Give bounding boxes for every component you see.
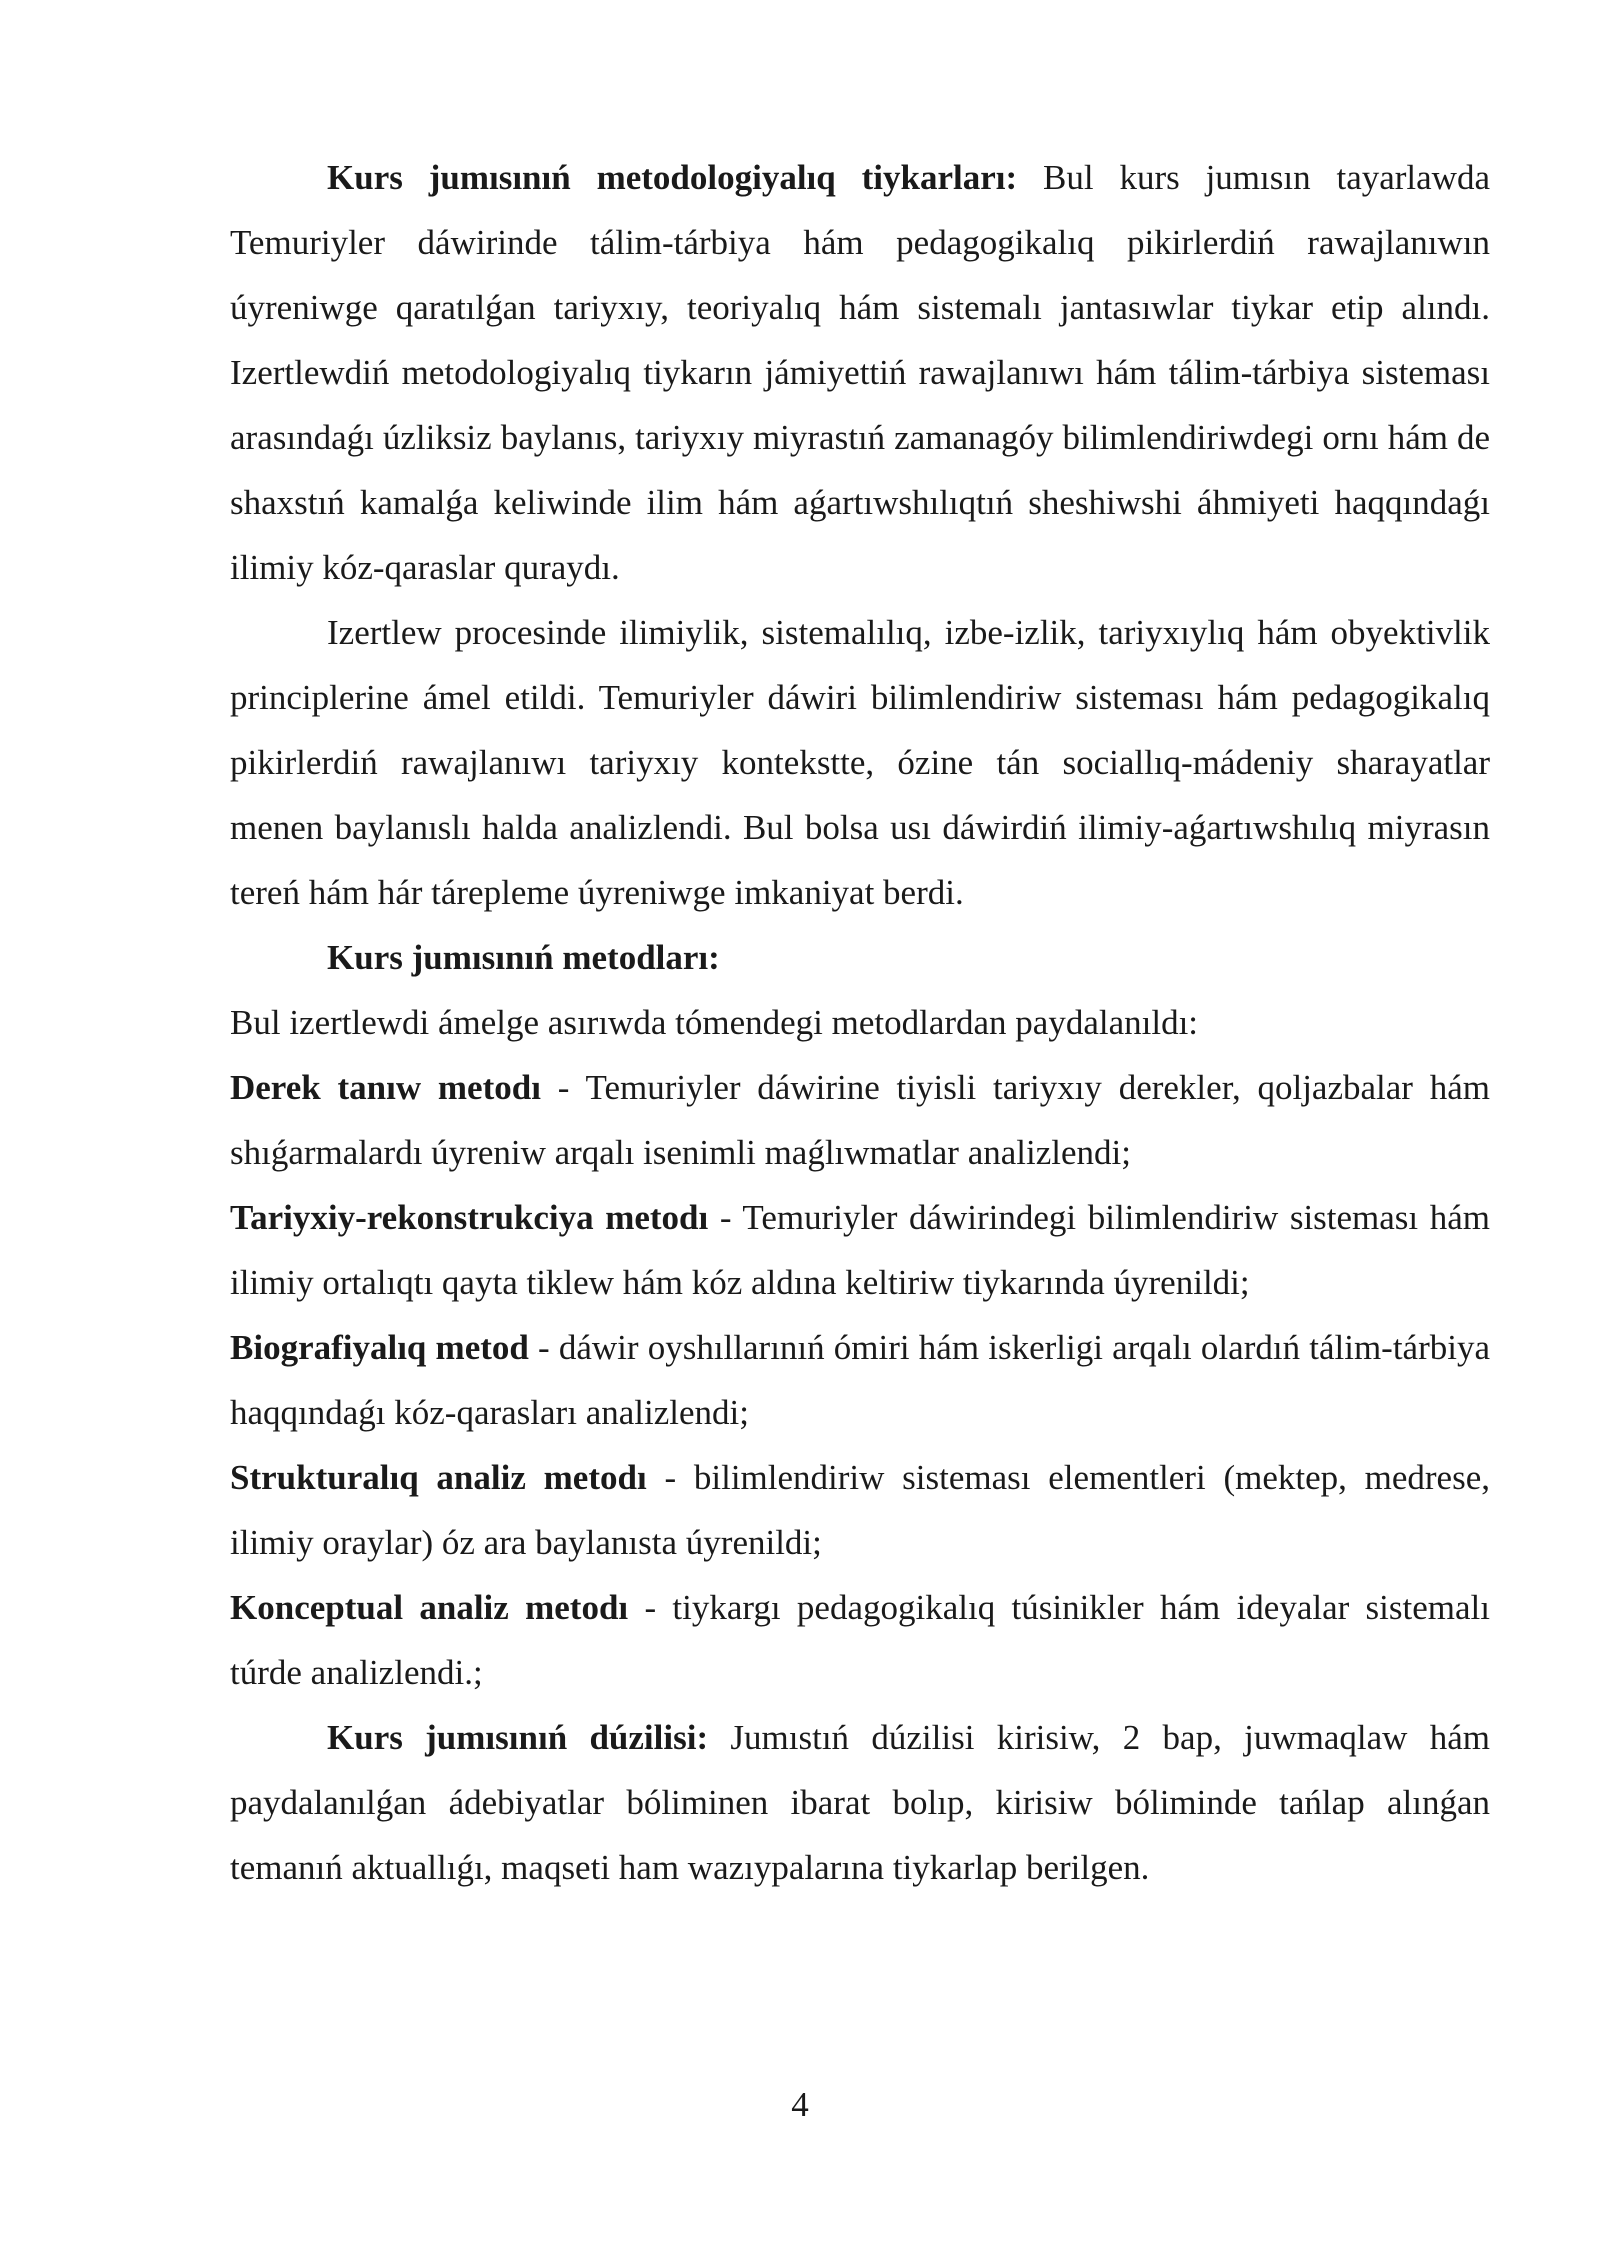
method-name: Derek tanıw metodı bbox=[230, 1068, 541, 1107]
method-name: Biografiyalıq metod bbox=[230, 1328, 529, 1367]
method-item bbox=[230, 1055, 1490, 1185]
method-name: Strukturalıq analiz metodı bbox=[230, 1458, 647, 1497]
method-description: - dáwir oyshıllarınıń ómiri hám iskerligi arqalı olardıń tálim-tárbiya haqqındaǵı kóz-qarasları analizlendi; bbox=[230, 1328, 1490, 1432]
page-content bbox=[230, 145, 1490, 1900]
method-item bbox=[230, 1315, 1490, 1445]
method-item bbox=[230, 1575, 1490, 1705]
heading-structure: Kurs jumısınıń dúzilisi: bbox=[327, 1718, 709, 1757]
method-description: - Temuriyler dáwirindegi bilimlendiriw sisteması hám ilimiy ortalıqtı qayta tiklew hám kóz aldına keltiriw tiykarında úyrenildi; bbox=[230, 1198, 1490, 1302]
paragraph-methods-intro bbox=[230, 990, 1490, 1055]
method-description: - bilimlendiriw sisteması elementleri (mektep, medrese, ilimiy oraylar) óz ara baylanısta úyrenildi; bbox=[230, 1458, 1491, 1562]
method-description: - tiykargı pedagogikalıq túsinikler hám ideyalar sistemalı túrde analizlendi.; bbox=[230, 1588, 1490, 1692]
page-number: 4 bbox=[791, 2085, 809, 2124]
paragraph-text: Bul izertlewdi ámelge asırıwda tómendegi metodlardan paydalanıldı: bbox=[230, 1003, 1199, 1042]
method-item bbox=[230, 1445, 1490, 1575]
paragraph-principles bbox=[230, 600, 1490, 925]
method-name: Konceptual analiz metodı bbox=[230, 1588, 629, 1627]
paragraph-text: Jumıstıń dúzilisi kirisiw, 2 bap, juwmaqlaw hám paydalanılǵan ádebiyatlar bóliminen ibarat bolıp, kirisiw bóliminde tańlap alınǵan temanıń aktuallıǵı, maqseti ham wazıypalarına tiykarlap berilgen. bbox=[230, 1718, 1491, 1887]
heading-methods: Kurs jumısınıń metodları: bbox=[327, 938, 720, 977]
method-name: Tariyxiy-rekonstrukciya metodı bbox=[230, 1198, 709, 1237]
method-description: - Temuriyler dáwirine tiyisli tariyxıy derekler, qoljazbalar hám shıǵarmalardı úyreniw arqalı isenimli maǵlıwmatlar analizlendi; bbox=[230, 1068, 1490, 1172]
paragraph-structure bbox=[230, 1705, 1490, 1900]
method-item bbox=[230, 1185, 1490, 1315]
heading-methods-paragraph bbox=[230, 925, 1490, 990]
heading-methodology: Kurs jumısınıń metodologiyalıq tiykarları: bbox=[327, 158, 1018, 197]
paragraph-text: Bul kurs jumısın tayarlawda Temuriyler dáwirinde tálim-tárbiya hám pedagogikalıq pikirlerdiń rawajlanıwın úyreniwge qaratılǵan tariyxıy, teoriyalıq hám sistemalı jantasıwlar tiykar etip alındı. Izertlewdiń metodologiyalıq tiykarın jámiyettiń rawajlanıwı hám tálim-tárbiya sisteması arasındaǵı úzliksiz baylanıs, tariyxıy miyrastıń zamanagóy bilimlendiriwdegi ornı hám de shaxstıń kamalǵa keliwinde ilim hám aǵartıwshılıqtıń sheshiwshi áhmiyeti haqqındaǵı ilimiy kóz-qaraslar quraydı. bbox=[230, 158, 1490, 587]
paragraph-text: Izertlew procesinde ilimiylik, sistemalılıq, izbe-izlik, tariyxıylıq hám obyektivlik principlerine ámel etildi. Temuriyler dáwiri bilimlendiriw sisteması hám pedagogikalıq pikirlerdiń rawajlanıwı tariyxıy kontekstte, ózine tán sociallıq-mádeniy sharayatlar menen baylanıslı halda analizlendi. Bul bolsa usı dáwirdiń ilimiy-aǵartıwshılıq miyrasın tereń hám hár tárepleme úyreniwge imkaniyat berdi. bbox=[230, 613, 1490, 912]
paragraph-methodology bbox=[230, 145, 1490, 600]
